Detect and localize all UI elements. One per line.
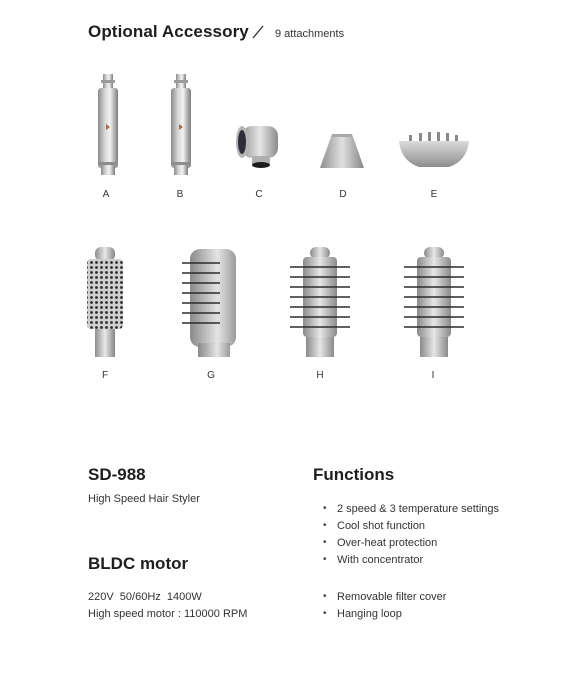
round-volume-brush-icon xyxy=(289,245,351,361)
functions-list xyxy=(323,503,499,571)
accessory-label-i: I xyxy=(431,370,435,381)
functions-title: Functions xyxy=(313,465,395,484)
list-item: • Cool shot function xyxy=(323,520,499,537)
accessory-label-d: D xyxy=(339,189,347,200)
smoothing-nozzle-icon xyxy=(232,120,284,170)
attachment-count: 9 attachments xyxy=(275,28,345,40)
paddle-brush-icon xyxy=(180,245,244,361)
long-nozzle-icon xyxy=(93,72,123,177)
model-name: SD-988 xyxy=(88,465,146,484)
long-nozzle-icon xyxy=(166,72,196,177)
list-item: • Hanging loop xyxy=(323,608,446,625)
slash-divider-icon xyxy=(251,24,265,40)
functions-list-extra xyxy=(323,591,446,625)
motor-specs: 220V 50/60Hz 1400W xyxy=(88,591,202,603)
list-item: • 2 speed & 3 temperature settings xyxy=(323,503,499,520)
accessory-label-c: C xyxy=(255,189,263,200)
motor-speed: High speed motor : 110000 RPM xyxy=(88,608,248,620)
motor-title: BLDC motor xyxy=(88,554,189,573)
accessory-label-f: F xyxy=(101,370,109,381)
round-volume-brush-icon xyxy=(403,245,465,361)
accessory-label-g: G xyxy=(207,370,215,381)
model-description: High Speed Hair Styler xyxy=(88,493,200,505)
page-title: Optional Accessory xyxy=(88,22,249,41)
round-brush-icon xyxy=(84,245,126,361)
accessory-label-e: E xyxy=(430,189,438,200)
accessory-label-h: H xyxy=(316,370,324,381)
diffuser-icon xyxy=(397,131,471,171)
concentrator-icon xyxy=(318,132,366,170)
list-item: • Removable filter cover xyxy=(323,591,446,608)
accessory-label-a: A xyxy=(102,189,110,200)
accessory-label-b: B xyxy=(176,189,184,200)
list-item: • Over-heat protection xyxy=(323,537,499,554)
list-item: • With concentrator xyxy=(323,554,499,571)
